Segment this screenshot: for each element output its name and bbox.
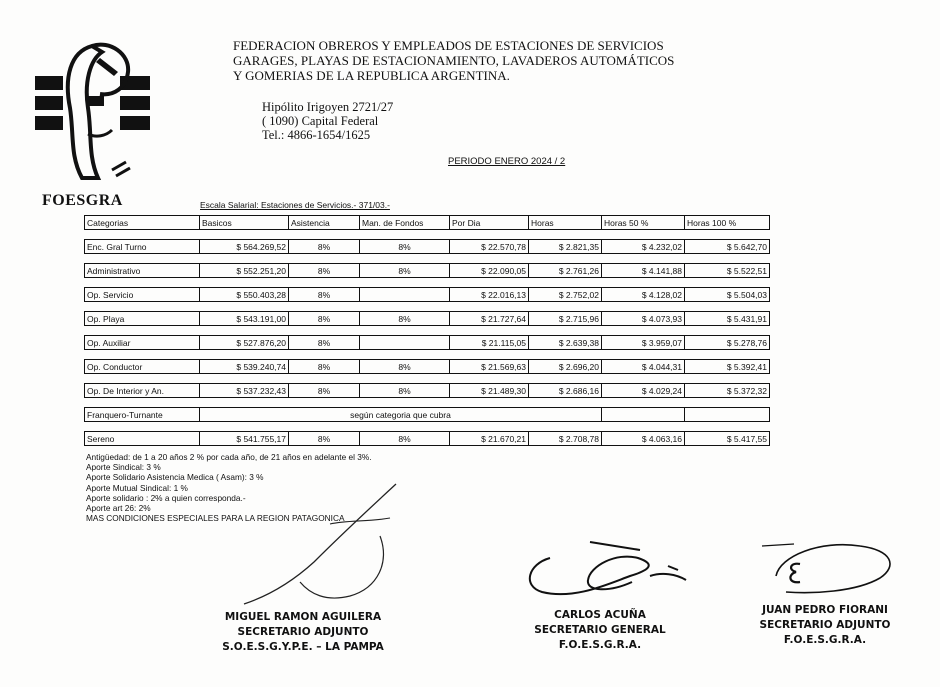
cell: $ 5.504,03 [685,288,770,302]
signature-acuna-icon [520,536,690,608]
franquero-note: según categoria que cubra [200,408,602,422]
cell: $ 552.251,20 [200,264,289,278]
signatory-name: CARLOS ACUÑA [554,609,646,621]
cell: $ 527.876,20 [200,336,289,350]
cell [602,408,685,422]
category-cell: Op. De Interior y An. [85,384,200,398]
table-row [85,240,770,254]
cell: $ 21.115,05 [450,336,529,350]
cell: 8% [360,360,450,374]
table-row [85,264,770,278]
cell: 8% [289,240,360,254]
table-row [85,312,770,326]
category-cell: Sereno [85,432,200,446]
category-cell: Administrativo [85,264,200,278]
header-line: GARAGES, PLAYAS DE ESTACIONAMIENTO, LAVADEROS AUTOMÁTICOS [233,53,675,68]
foesgra-logo-icon [30,38,180,198]
cell: $ 541.755,17 [200,432,289,446]
table-row-franquero [85,408,770,422]
cell: $ 4.232,02 [602,240,685,254]
column-header: Horas 100 % [685,216,770,230]
cell: $ 4.128,02 [602,288,685,302]
cell: $ 2.752,02 [529,288,602,302]
cell: $ 4.044,31 [602,360,685,374]
table-row [85,432,770,446]
cell: $ 2.639,38 [529,336,602,350]
salary-scale-title: Escala Salarial: Estaciones de Servicios.- 371/03.- [200,200,390,210]
cell: $ 564.269,52 [200,240,289,254]
signatory-role: SECRETARIO ADJUNTO [237,626,369,638]
cell: $ 5.431,91 [685,312,770,326]
signatory-name: JUAN PEDRO FIORANI [762,604,888,616]
header-line: Y GOMERIAS DE LA REPUBLICA ARGENTINA. [233,68,510,83]
cell: $ 2.708,78 [529,432,602,446]
cell: $ 5.642,70 [685,240,770,254]
note-line: Aporte Sindical: 3 % [86,462,161,473]
cell: $ 4.141,88 [602,264,685,278]
signatory-org: F.O.E.S.G.R.A. [558,639,642,651]
cell: $ 2.761,26 [529,264,602,278]
signature-block-acuna [520,608,680,653]
column-header: Horas 50 % [602,216,685,230]
cell: 8% [289,288,360,302]
category-cell: Op. Servicio [85,288,200,302]
column-header: Horas [529,216,602,230]
cell: $ 2.686,16 [529,384,602,398]
address-street: Hipólito Irigoyen 2721/27 [262,100,394,114]
column-header: Asistencia [289,216,360,230]
category-cell: Franquero-Turnante [85,408,200,422]
table-header-row [85,216,770,230]
cell: $ 2.715,96 [529,312,602,326]
signatory-name: MIGUEL RAMON AGUILERA [224,611,382,623]
column-header: Categorias [85,216,200,230]
cell: 8% [360,432,450,446]
signatory-org: S.O.E.S.G.Y.P.E. – LA PAMPA [222,641,384,653]
cell: 8% [289,384,360,398]
cell: $ 543.191,00 [200,312,289,326]
column-header: Basicos [200,216,289,230]
note-line: MAS CONDICIONES ESPECIALES PARA LA REGION PATAGONICA [86,513,345,524]
address-city: ( 1090) Capital Federal [262,114,379,128]
signature-aguilera-icon [230,478,410,608]
note-line: Aporte Mutual Sindical: 1 % [86,482,188,493]
cell: $ 22.090,05 [450,264,529,278]
cell: $ 5.522,51 [685,264,770,278]
cell: $ 539.240,74 [200,360,289,374]
cell: $ 2.696,20 [529,360,602,374]
cell: $ 21.727,64 [450,312,529,326]
cell [685,408,770,422]
signatory-org: F.O.E.S.G.R.A. [783,634,867,646]
signature-block-aguilera [218,610,388,655]
signatory-role: SECRETARIO GENERAL [534,624,666,636]
column-header: Man. de Fondos [360,216,450,230]
table-row [85,288,770,302]
cell: 8% [289,336,360,350]
logo-text: FOESGRA [42,192,123,209]
cell: $ 4.073,93 [602,312,685,326]
category-cell: Enc. Gral Turno [85,240,200,254]
signature-block-fiorani [745,603,905,648]
cell: $ 5.417,55 [685,432,770,446]
signature-fiorani-icon [760,536,900,598]
cell: $ 4.029,24 [602,384,685,398]
cell: $ 5.278,76 [685,336,770,350]
note-line: Aporte art 26: 2% [86,503,151,514]
cell: $ 22.016,13 [450,288,529,302]
cell: 8% [289,312,360,326]
table-row [85,360,770,374]
cell: $ 22.570,78 [450,240,529,254]
cell [360,288,450,302]
cell: $ 21.670,21 [450,432,529,446]
cell: 8% [289,264,360,278]
cell: 8% [360,384,450,398]
federation-header [233,38,674,83]
cell: 8% [289,360,360,374]
cell: 8% [289,432,360,446]
table-row [85,336,770,350]
cell: 8% [360,240,450,254]
cell: $ 21.569,63 [450,360,529,374]
cell: 8% [360,264,450,278]
address-phone: Tel.: 4866-1654/1625 [262,128,371,142]
cell: $ 2.821,35 [529,240,602,254]
note-line: Antigüedad: de 1 a 20 años 2 % por cada año, de 21 años en adelante el 3%. [86,452,372,462]
note-line: Aporte Solidario Asistencia Medica ( Asam): 3 % [86,472,264,483]
category-cell: Op. Auxiliar [85,336,200,350]
cell: $ 5.372,32 [685,384,770,398]
table-row [85,384,770,398]
cell: $ 3.959,07 [602,336,685,350]
address-block [262,100,393,142]
cell: $ 550.403,28 [200,288,289,302]
cell: $ 537.232,43 [200,384,289,398]
cell: $ 4.063,16 [602,432,685,446]
cell: $ 5.392,41 [685,360,770,374]
category-cell: Op. Playa [85,312,200,326]
salary-table [84,215,770,446]
cell [360,336,450,350]
period-title: PERIODO ENERO 2024 / 2 [448,156,566,167]
category-cell: Op. Conductor [85,360,200,374]
header-line: FEDERACION OBREROS Y EMPLEADOS DE ESTACIONES DE SERVICIOS [233,38,664,53]
cell: 8% [360,312,450,326]
column-header: Por Dia [450,216,529,230]
cell: $ 21.489,30 [450,384,529,398]
note-line: Aporte solidario : 2% a quien corresponda.- [86,492,246,503]
signatory-role: SECRETARIO ADJUNTO [759,619,891,631]
